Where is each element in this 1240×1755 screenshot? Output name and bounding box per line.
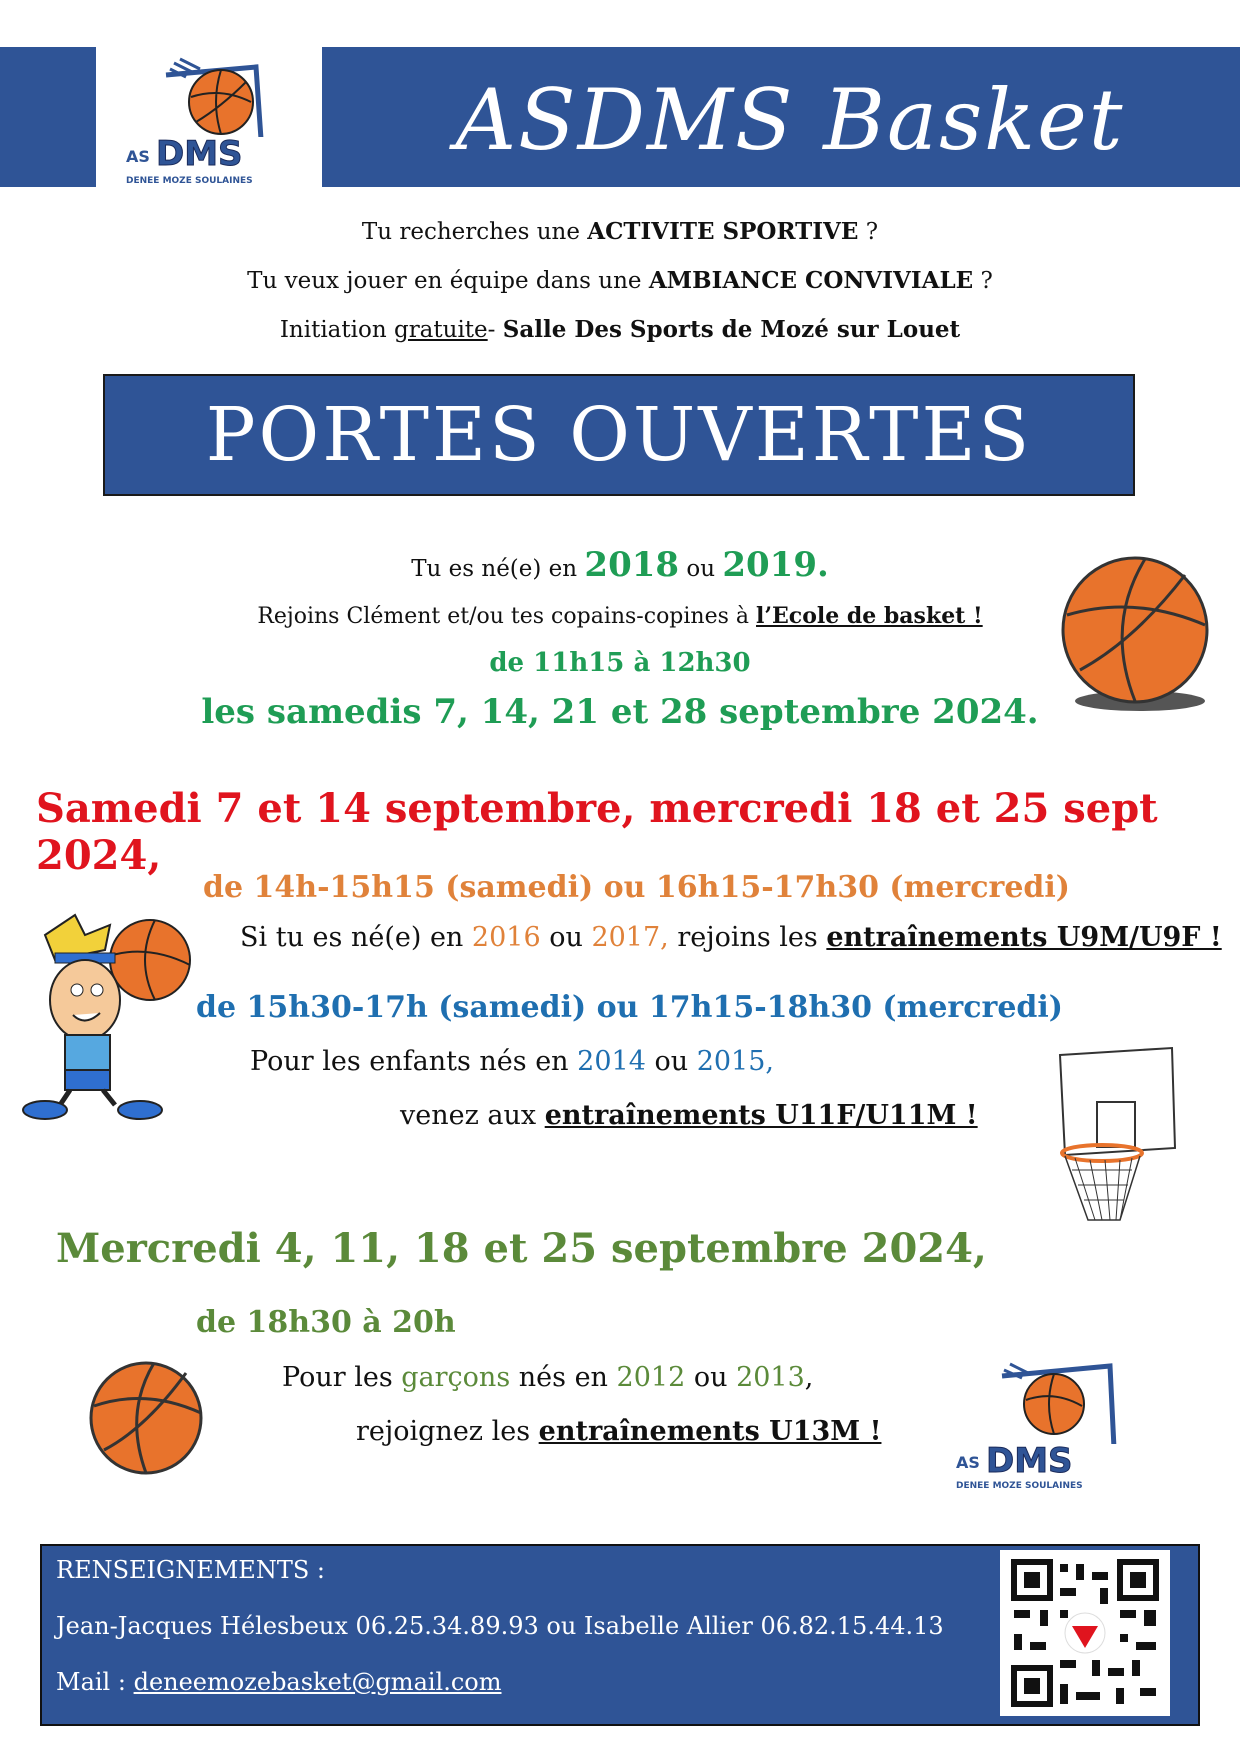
intro-text: Tu recherches une: [361, 219, 588, 245]
site-title: ASDMS Basket: [455, 71, 1125, 169]
footer-heading: RENSEIGNEMENTS :: [56, 1556, 325, 1584]
join-text: Rejoins Clément et/ou tes copains-copines à: [257, 604, 757, 629]
school-time: de 11h15 à 12h30: [489, 648, 751, 678]
u13-time: de 18h30 à 20h: [196, 1305, 456, 1340]
u13-text: ,: [804, 1362, 814, 1393]
or-text: ou: [540, 922, 592, 953]
year: 2016: [471, 922, 541, 953]
u13-text: Pour les: [282, 1362, 402, 1393]
school-join-line: [0, 603, 1240, 629]
u13-headline: Mercredi 4, 11, 18 et 25 septembre 2024,: [56, 1225, 987, 1272]
u13-training-link: entraînements U13M !: [538, 1416, 882, 1447]
school-link: l’Ecole de basket !: [756, 603, 983, 629]
logo-prefix: AS: [956, 1453, 980, 1472]
or-text: ou: [645, 1046, 697, 1077]
open-house-banner: PORTES OUVERTES: [103, 374, 1135, 496]
or-text: ou: [685, 1362, 737, 1393]
u11-line-2: [400, 1100, 1100, 1131]
year: 2014: [577, 1046, 646, 1077]
intro-underlined: gratuite: [393, 317, 488, 343]
footer-contacts: Jean-Jacques Hélesbeux 06.25.34.89.93 ou Isabelle Allier 06.82.15.44.13: [56, 1612, 944, 1640]
year: 2013: [736, 1362, 805, 1393]
footer-mail-line: [56, 1668, 502, 1696]
mail-label: Mail :: [56, 1668, 134, 1696]
intro-line-2: [0, 267, 1240, 294]
u9-text: rejoins les: [668, 922, 827, 953]
u11-text: Pour les enfants nés en: [250, 1046, 578, 1077]
u9-line: [240, 922, 1230, 953]
intro-emphasis: AMBIANCE CONVIVIALE: [648, 267, 974, 294]
year: 2012: [616, 1362, 686, 1393]
intro-line-1: [0, 218, 1240, 245]
school-dates: les samedis 7, 14, 21 et 28 septembre 2024.: [201, 692, 1039, 732]
intro-text: ?: [858, 219, 879, 245]
year: 2015,: [696, 1046, 774, 1077]
u13-line-1: [282, 1362, 982, 1393]
year: 2018: [584, 545, 680, 585]
u11-training-link: entraînements U11F/U11M !: [544, 1100, 978, 1131]
school-born-line: [0, 545, 1240, 585]
u13-text: nés en: [510, 1362, 617, 1393]
u9-time: de 14h-15h15 (samedi) ou 16h15-17h30 (mercredi): [203, 870, 1070, 905]
u11-line-1: [250, 1046, 1050, 1077]
u9-u11-headline: Samedi 7 et 14 septembre, mercredi 18 et 25 sept 2024,: [36, 785, 1158, 879]
logo-prefix: AS: [126, 147, 150, 166]
club-logo: [96, 47, 322, 187]
intro-emphasis: ACTIVITE SPORTIVE: [587, 218, 859, 245]
born-text: Tu es né(e) en: [411, 556, 585, 582]
u13-text: rejoignez les: [356, 1416, 539, 1447]
basketball-icon: [1055, 555, 1215, 719]
basketball-icon: [86, 1358, 206, 1482]
logo-mark: DMS: [156, 134, 243, 174]
year: 2017,: [591, 922, 669, 953]
boys-highlight: garçons: [401, 1362, 511, 1393]
venue-name: Salle Des Sports de Mozé sur Louet: [502, 316, 961, 343]
or-text: ou: [679, 556, 723, 582]
logo-mark: DMS: [986, 1441, 1073, 1481]
basketball-hoop-icon: [1040, 1040, 1180, 1234]
qr-code[interactable]: [1000, 1550, 1170, 1716]
intro-text: Tu veux jouer en équipe dans une: [247, 268, 649, 294]
club-logo-small: [952, 1358, 1132, 1502]
u9-training-link: entraînements U9M/U9F !: [826, 922, 1222, 953]
mail-link[interactable]: deneemozebasket@gmail.com: [133, 1668, 502, 1696]
intro-text: ?: [973, 268, 993, 294]
logo-caption: DENEE MOZE SOULAINES: [956, 1481, 1083, 1491]
u13-line-2: [356, 1416, 1056, 1447]
u11-text: venez aux: [400, 1100, 545, 1131]
intro-text: Initiation: [279, 317, 394, 343]
u11-time: de 15h30-17h (samedi) ou 17h15-18h30 (mercredi): [196, 990, 1063, 1025]
u9-text: Si tu es né(e) en: [240, 922, 472, 953]
cartoon-player-illustration: [15, 905, 195, 1129]
year: 2019.: [722, 545, 829, 585]
intro-line-3: [0, 316, 1240, 343]
logo-caption: DENEE MOZE SOULAINES: [126, 176, 253, 186]
intro-text: -: [487, 317, 503, 343]
